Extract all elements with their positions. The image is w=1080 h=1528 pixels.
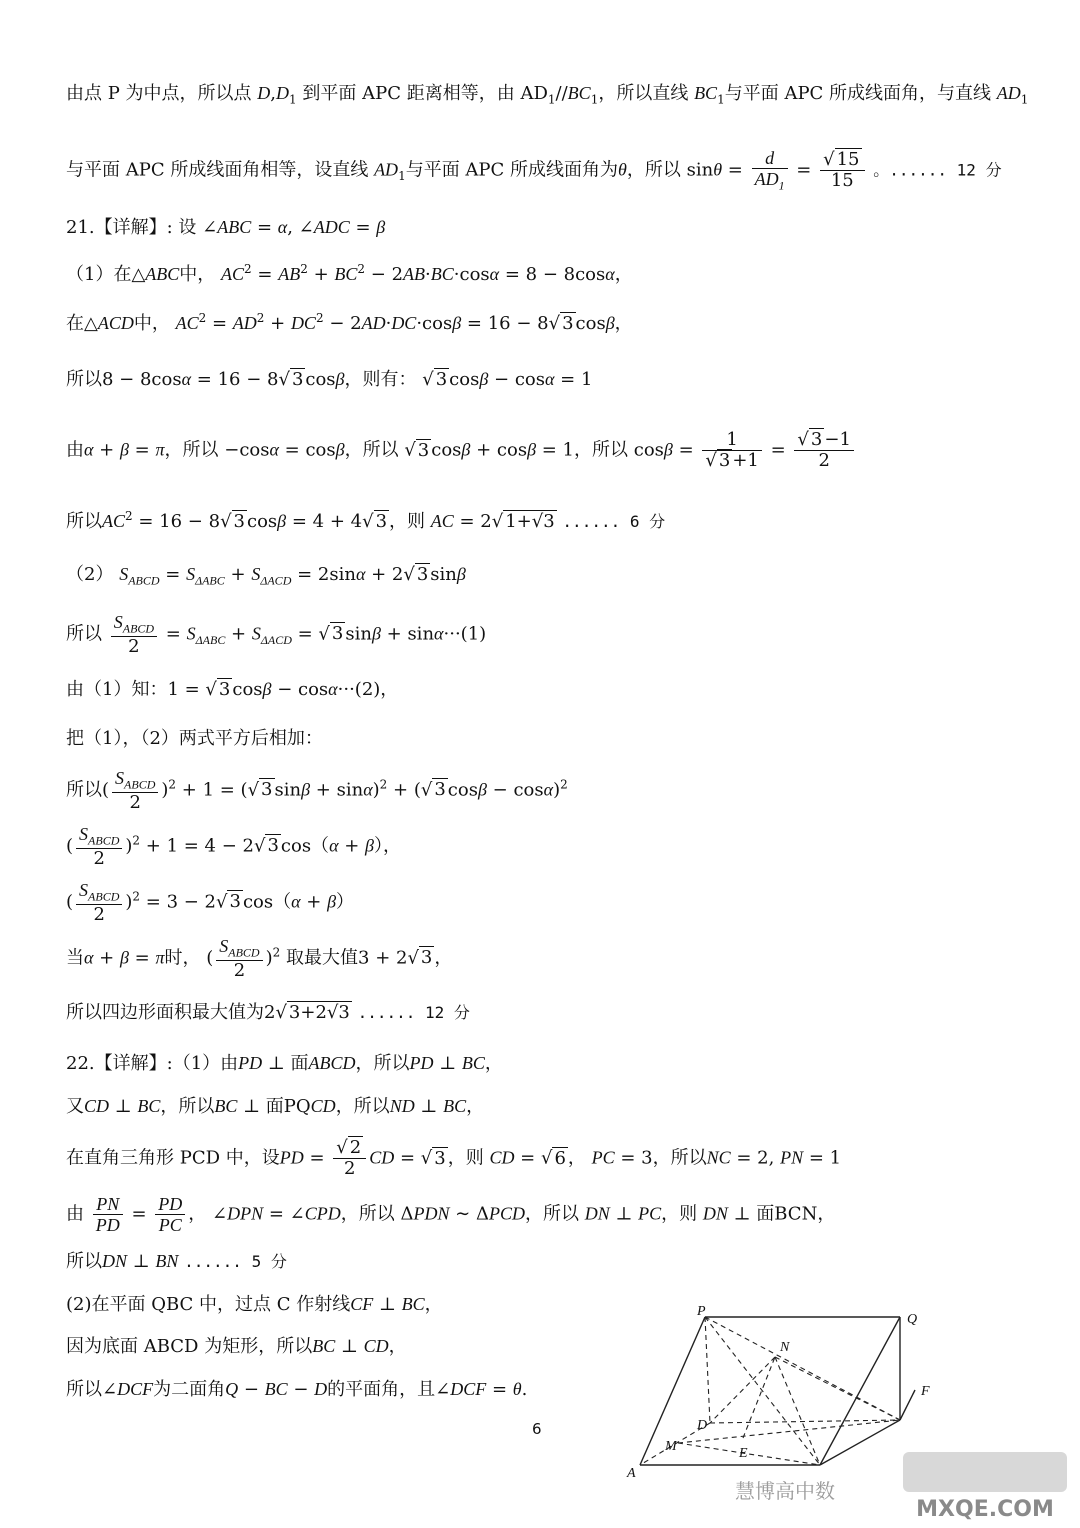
- q22-line-5: 所以DN ⊥ BN ...... 5 分: [66, 1251, 287, 1272]
- page-number: 6: [532, 1420, 542, 1438]
- label-p: P: [697, 1305, 706, 1319]
- label-e: E: [739, 1446, 748, 1461]
- q21-line-4: 由α + β = π，所以 −cosα = cosβ，所以 √ 3 cosβ + cosβ = 1，所以 cosβ = $\frac{1}{√ 3 +1}$ = $\frac{√ 3 -1}{2}$: [66, 430, 857, 471]
- q21-line-10: 所以( $\frac{S_{ABCD}}{2}$ )$^2$ + 1 = (√ 3 sinβ + sinα)$^2$ + (√ 3 cosβ − cosα)$^2$: [66, 768, 568, 813]
- q22-line-8: 所以∠DCF为二面角Q − BC − D的平面角，且∠DCF = θ.: [66, 1379, 528, 1400]
- text-line-2: 与平面 APC 所成线面角相等，设直线 $AD_1$与平面 APC 所成线面角为θ，所以 sinθ = $\frac{d}{AD_1}$ = $\frac{√ 15}{15}$ 。...... 12 分: [66, 148, 1002, 193]
- q21-line-12: ( $\frac{S_{ABCD}}{2}$ )$^2$ = 3 − 2√ 3 cos（α + β）: [66, 880, 355, 925]
- text-line-1: 由点 P 为中点，所以点 $D,D_1$ 到平面 APC 距离相等，由 $AD_1//BC_1$，所以直线 $BC_1$与平面 APC 所成线面角，与直线 $AD_1$: [66, 83, 1029, 107]
- label-n: N: [780, 1340, 790, 1355]
- q21-line-1: （1）在△ABC中， $AC^2 = AB^2 + BC^2 - 2AB\cdot BC\cdot\cos\alpha = 8 - 8\cos\alpha$，: [66, 262, 633, 285]
- q21-line-8: 由（1）知：1 = √ 3 cosβ − cosα···(2)，: [66, 679, 399, 700]
- q22-line-1: 22.【详解】:（1）由PD ⊥ 面ABCD，所以PD ⊥ BC，: [66, 1053, 503, 1074]
- q21-line-2: 在△ACD中， $AC^2 = AD^2 + DC^2 - 2AD\cdot DC\cdot\cos\beta = 16 - 8√$ 3 cosβ，: [66, 311, 633, 334]
- q22-line-2: 又CD ⊥ BC，所以BC ⊥ 面PQCD，所以ND ⊥ BC，: [66, 1096, 485, 1117]
- q21-line-14: 所以四边形面积最大值为2√ 3+2√3 ...... 12 分: [66, 1002, 470, 1023]
- q21-line-7: 所以 $\frac{S_{ABCD}}{2}$ = $S_{\Delta ABC} + S_{\Delta ACD}$ = √ 3 sinβ + sinα···(1): [66, 612, 487, 657]
- label-q: Q: [907, 1312, 918, 1327]
- q21-line-13: 当α + β = π时， ( $\frac{S_{ABCD}}{2}$ )$^2$ 取最大值3 + 2√ 3 ，: [66, 936, 453, 981]
- site-logo: [895, 1448, 1075, 1524]
- q21-line-6: （2） $S_{ABCD} = S_{\Delta ABC} + S_{\Delta ACD} = 2\sin\alpha + 2√$ 3 sinβ: [66, 564, 466, 588]
- q22-line-7: 因为底面 ABCD 为矩形，所以BC ⊥ CD，: [66, 1336, 407, 1357]
- q22-line-4: 由 $\frac{PN}{PD}$ = $\frac{PD}{PC}$ ， ∠DPN = ∠CPD，所以 ΔPDN ∼ ΔPCD，所以 DN ⊥ PC，则 DN ⊥ 面BCN，: [66, 1194, 836, 1235]
- label-d: D: [697, 1418, 708, 1433]
- q22-line-6: (2)在平面 QBC 中，过点 C 作射线CF ⊥ BC，: [66, 1294, 443, 1315]
- label-f: F: [921, 1384, 930, 1399]
- svg-text:MXQE.COM: MXQE.COM: [916, 1497, 1054, 1522]
- q22-line-3: 在直角三角形 PCD 中，设PD = $\frac{√ 2}{2}$ CD = √ 3 ，则 CD = √ 6 ， PC = 3，所以NC = 2, PN = 1: [66, 1137, 842, 1179]
- q21-heading: 21.【详解】: 设 ∠ABC = α, ∠ADC = β: [66, 217, 386, 238]
- q21-line-9: 把（1），（2）两式平方后相加：: [66, 728, 323, 749]
- q21-line-5: 所以$AC^2 = 16 - 8√$ 3 cosβ = 4 + 4√ 3 ，则 AC = 2√ 1+√3 ...... 6 分: [66, 509, 666, 532]
- watermark: 慧博高中数: [735, 1479, 835, 1503]
- q21-line-3: 所以8 − 8cosα = 16 − 8√ 3 cosβ，则有： √ 3 cosβ − cosα = 1: [66, 369, 593, 390]
- q21-line-11: ( $\frac{S_{ABCD}}{2}$ )$^2$ + 1 = 4 − 2√ 3 cos（α + β），: [66, 824, 402, 869]
- label-a: A: [627, 1466, 636, 1481]
- label-m: M: [665, 1439, 677, 1454]
